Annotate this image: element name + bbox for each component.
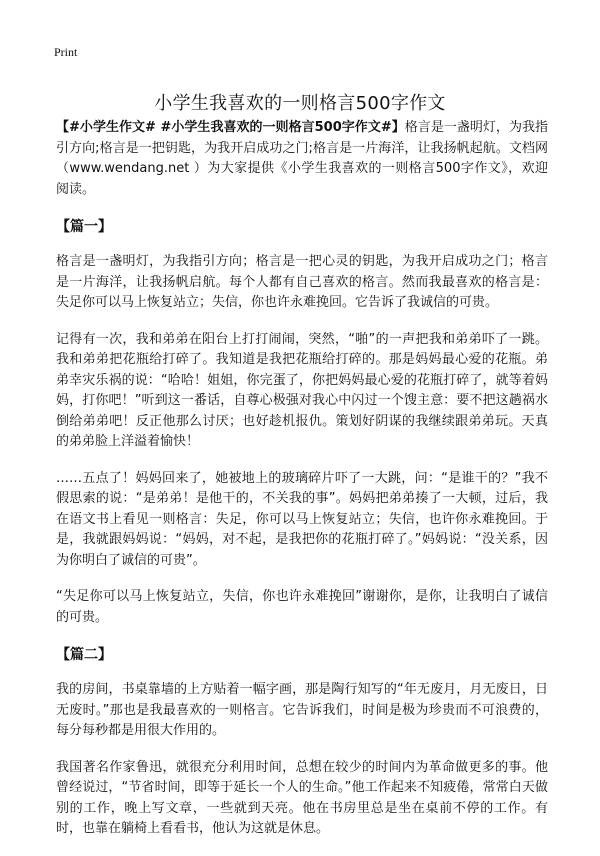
section-heading-1: 【篇一】 bbox=[56, 219, 112, 235]
section-2-paragraph-2: 我国著名作家鲁迅，就很充分利用时间，总想在较少的时间内为革命做更多的事。他曾经说过，“节省时间，即等于延长一个人的生命。”他工作起来不知疲倦，常常白天做别的工作，晚上写文章，一些就到天亮。他在书房里总是坐在桌前不停的工作。有时，也靠在躺椅上看看书，他认为这就是休息。 bbox=[56, 759, 548, 836]
intro-tag: 【#小学生作文# #小学生我喜欢的一则格言500字作文#】 bbox=[56, 120, 405, 135]
intro-text: 格言是一盏明灯，为我指引方向;格言是一把钥匙，为我开启成功之门;格言是一片海洋，让我扬帆起航。文档网（www.wendang.net ）为大家提供《小学生我喜欢的一则格言500字作文》，欢迎阅读。 bbox=[56, 120, 548, 197]
print-link[interactable]: Print bbox=[54, 45, 78, 59]
page-title: 小学生我喜欢的一则格言500字作文 bbox=[154, 93, 446, 115]
section-1-paragraph-2: 记得有一次，我和弟弟在阳台上打打闹闹，突然，“啪”的一声把我和弟弟吓了一跳。我和弟弟把花瓶给打碎了。我知道是我把花瓶给打碎的。那是妈妈最心爱的花瓶。弟弟幸灾乐祸的说：“哈哈！姐姐，你完蛋了，你把妈妈最心爱的花瓶打碎了，就等着妈妈，打你吧！”听到这一番话，自尊心极强对我心中闪过一个馊主意：要不把这趟祸水倒给弟弟吧！反正他那么讨厌；也好趁机报仇。策划好阴谋的我继续跟弟弟玩。天真的弟弟脸上洋溢着愉快！ bbox=[56, 331, 548, 449]
article-body bbox=[56, 118, 548, 856]
intro-paragraph bbox=[56, 118, 548, 200]
section-1-paragraph-3: ……五点了！妈妈回来了，她被地上的玻璃碎片吓了一大跳，问：“是谁干的？”我不假思索的说：“是弟弟！是他干的，不关我的事”。妈妈把弟弟揍了一大顿，过后，我在语文书上看见一则格言：失足，你可以马上恢复站立；失信，也许你永难挽回。于是，我就跟妈妈说：“妈妈，对不起，是我把你的花瓶打碎了。”妈妈说：“没关系，因为你明白了诚信的可贵”。 bbox=[56, 470, 548, 568]
section-2-paragraph-1: 我的房间，书桌靠墙的上方贴着一幅字画，那是陶行知写的“年无废月，月无废日，日无废时。”那也是我最喜欢的一则格言。它告诉我们，时间是极为珍贵而不可浪费的，每分每秒都是用很大作用的。 bbox=[56, 682, 548, 738]
section-heading-2: 【篇二】 bbox=[56, 647, 112, 663]
section-1-paragraph-1: 格言是一盏明灯，为我指引方向；格言是一把心灵的钥匙，为我开启成功之门；格言是一片海洋，让我扬帆启航。每个人都有自己喜欢的格言。然而我最喜欢的格言是：失足你可以马上恢复站立；失信，你也许永难挽回。它告诉了我诚信的可贵。 bbox=[56, 254, 548, 310]
section-1-paragraph-4: “失足你可以马上恢复站立，失信，你也许永难挽回”谢谢你，是你，让我明白了诚信的可贵。 bbox=[56, 589, 548, 625]
